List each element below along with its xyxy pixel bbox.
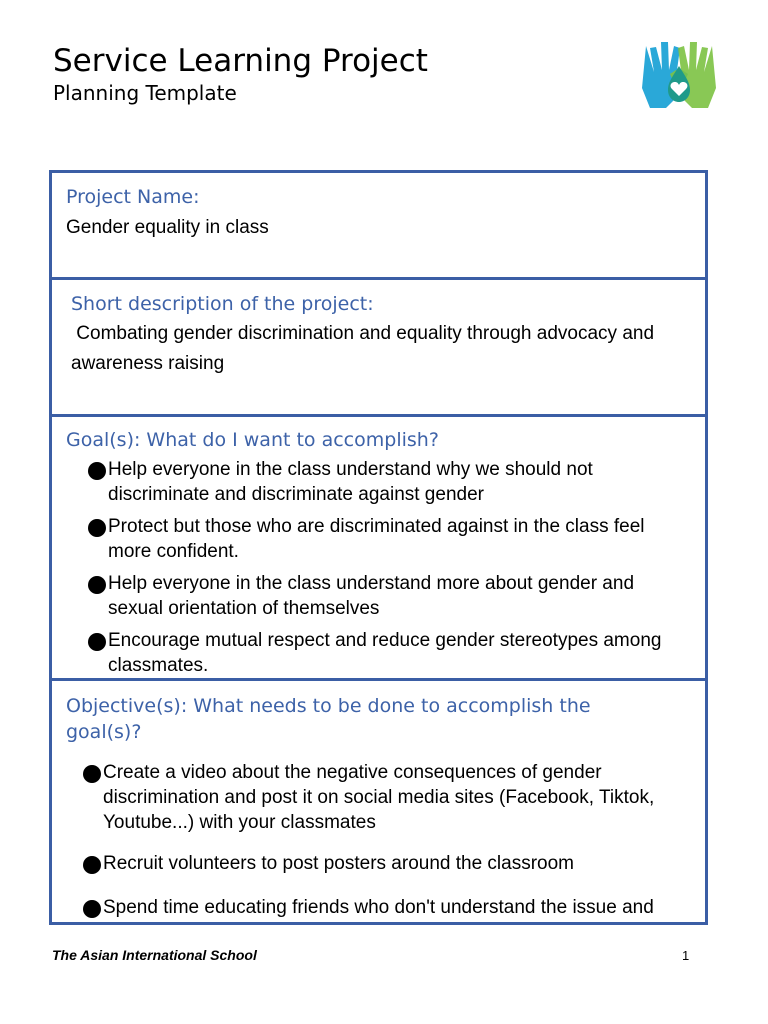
document-header xyxy=(53,42,428,106)
objective-text: Recruit volunteers to post posters around the classroom xyxy=(103,853,575,874)
objective-text: Spend time educating friends who don't understand the issue and xyxy=(103,897,654,918)
goal-text: Protect but those who are discriminated against in the class feel more confident. xyxy=(108,516,645,562)
bullet-icon xyxy=(83,765,101,783)
objectives-section xyxy=(52,681,705,922)
project-name-section xyxy=(52,173,705,277)
objective-text: Create a video about the negative consequences of gender discrimination and post it on social media sites (Facebook, Tiktok, Youtube...) with your classmates xyxy=(103,762,655,833)
page-title: Service Learning Project xyxy=(53,43,428,79)
goals-section xyxy=(52,417,705,678)
goal-text: Help everyone in the class understand more about gender and sexual orientation of themselves xyxy=(108,573,635,619)
bullet-icon xyxy=(88,633,106,651)
school-name: The Asian International School xyxy=(52,947,257,963)
project-name-value: Gender equality in class xyxy=(66,217,269,238)
objectives-label: Objective(s): What needs to be done to accomplish the goal(s)? xyxy=(66,695,591,743)
goal-item xyxy=(88,514,693,564)
description-label: Short description of the project: xyxy=(71,293,374,315)
goal-text: Encourage mutual respect and reduce gender stereotypes among classmates. xyxy=(108,630,662,676)
goal-item xyxy=(88,571,693,621)
hands-heart-icon xyxy=(636,38,722,114)
objective-item xyxy=(83,760,691,835)
bullet-icon xyxy=(88,519,106,537)
bullet-icon xyxy=(83,900,101,918)
bullet-icon xyxy=(83,856,101,874)
project-name-label: Project Name: xyxy=(66,186,200,208)
planning-form xyxy=(49,170,708,925)
goal-text: Help everyone in the class understand why we should not discriminate and discriminate against gender xyxy=(108,459,593,505)
page-number: 1 xyxy=(682,948,690,963)
objective-item xyxy=(83,851,691,876)
objective-item xyxy=(83,895,703,920)
goal-item xyxy=(88,628,696,678)
description-section xyxy=(52,280,705,414)
bullet-icon xyxy=(88,462,106,480)
page-subtitle: Planning Template xyxy=(53,81,237,105)
goals-label: Goal(s): What do I want to accomplish? xyxy=(66,429,439,451)
description-value: Combating gender discrimination and equality through advocacy and awareness raising xyxy=(71,323,660,374)
goal-item xyxy=(88,457,693,507)
bullet-icon xyxy=(88,576,106,594)
